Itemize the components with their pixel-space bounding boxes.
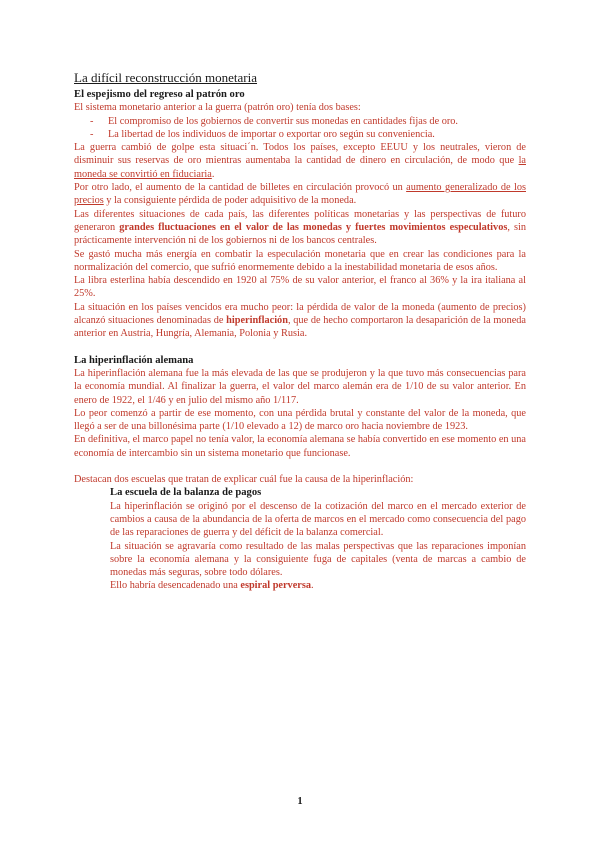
paragraph: Destacan dos escuelas que tratan de explicar cuál fue la causa de la hiperinflación: bbox=[74, 474, 414, 486]
text-span: La guerra cambió de golpe esta situaci´n. Todos los países, excepto EEUU y los neutrales, vieron de disminuir sus reservas de oro mientras aumentaba la cantidad de dinero en circulación, de modo que bbox=[74, 142, 526, 167]
section-heading-patron-oro: El espejismo del regreso al patrón oro bbox=[74, 89, 245, 100]
paragraph: Se gastó mucha más energía en combatir la especulación monetaria que en crear las condiciones para la normalización del comercio, que sufrió enormemente debido a la inestabilidad monetaria de esos años. bbox=[74, 248, 526, 273]
section-heading-hiperinflacion: La hiperinflación alemana bbox=[74, 354, 194, 366]
text-span: y la consiguiente pérdida de poder adquisitivo de la moneda. bbox=[103, 195, 357, 207]
bold-text: espiral perversa bbox=[240, 580, 312, 592]
paragraph: En definitiva, el marco papel no tenía valor, la economía alemana se había convertido en ese momento en una economía de intercambio sin un sistema monetario que funcionase. bbox=[74, 434, 526, 459]
text-span: , sin prácticamente intervención ni de los gobiernos ni de los bancos centrales. bbox=[74, 221, 526, 247]
list-item: - El compromiso de los gobiernos de convertir sus monedas en cantidades fijas de oro. bbox=[90, 115, 526, 128]
text-span: Por otro lado, el aumento de la cantidad de billetes en circulación provocó un bbox=[74, 182, 407, 194]
bold-text: hiperinflación bbox=[226, 315, 288, 327]
spacer bbox=[74, 341, 526, 354]
document-body bbox=[74, 70, 526, 593]
list-item: - La libertad de los individuos de importar o exportar oro según su conveniencia. bbox=[90, 128, 526, 141]
underlined-text: la moneda se convirtió en fiduciaria bbox=[74, 155, 526, 180]
text-span: . bbox=[311, 580, 314, 592]
text-span: Ello habría desencadenado una bbox=[110, 580, 241, 592]
page-title: La difícil reconstrucción monetaria bbox=[74, 70, 258, 85]
underlined-text: aumento generalizado de los precios bbox=[74, 182, 526, 207]
bold-text: grandes fluctuaciones en el valor de las monedas y fuertes movimientos especulativos bbox=[119, 221, 508, 233]
paragraph bbox=[74, 141, 526, 181]
paragraph bbox=[110, 579, 526, 592]
paragraph bbox=[74, 301, 526, 341]
indented-block bbox=[74, 486, 526, 592]
subsection-heading-balanza: La escuela de la balanza de pagos bbox=[110, 487, 262, 499]
spacer bbox=[74, 460, 526, 473]
bullet-list bbox=[74, 115, 526, 142]
text-span: La situación en los países vencidos era mucho peor: la pérdida de valor de la moneda (aumento de precios) alcanzó situaciones denominadas de bbox=[74, 301, 526, 327]
paragraph: Lo peor comenzó a partir de ese momento, con una pérdida brutal y constante del valor de la moneda, que llegó a ser de una billonésima parte (1/10 elevado a 12) de marco oro hacia noviembre de 1923. bbox=[74, 407, 526, 433]
paragraph: El sistema monetario anterior a la guerra (patrón oro) tenía dos bases: bbox=[74, 102, 361, 114]
paragraph: La hiperinflación alemana fue la más elevada de las que se produjeron y la que tuvo más consecuencias para la economía mundial. Al finalizar la guerra, el valor del marco alemán era de 1/10 de su valor anterior. En enero de 1922, el 1/46 y en julio del mismo año 1/117. bbox=[74, 367, 526, 406]
text-span: . bbox=[211, 168, 215, 180]
page-number: 1 bbox=[297, 796, 303, 807]
paragraph: La libra esterlina había descendido en 1920 al 75% de su valor anterior, el franco al 36% y la ira italiana al 25%. bbox=[74, 275, 526, 300]
paragraph: La situación se agravaría como resultado de las malas perspectivas que las reparaciones imponían sobre la economía alemana y la consiguiente fuga de capitales (venta de marcas a cambio de monedas más seguras, sobre todo dólares. bbox=[110, 540, 526, 579]
text-span: , que de hecho comportaron la desaparición de la moneda anterior en Austria, Hungría, Alemania, Polonia y Rusia. bbox=[74, 315, 527, 340]
paragraph: La hiperinflación se originó por el descenso de la cotización del marco en el mercado exterior de cambios a causa de la abundancia de la oferta de marcos en el mercado como consecuencia del pago de las reparaciones de guerra y del déficit de la balanza comercial. bbox=[110, 500, 526, 539]
text-span: Las diferentes situaciones de cada país, las diferentes políticas monetarias y las perspectivas de futuro generaron bbox=[74, 208, 526, 233]
paragraph bbox=[74, 181, 526, 208]
paragraph bbox=[74, 208, 526, 248]
